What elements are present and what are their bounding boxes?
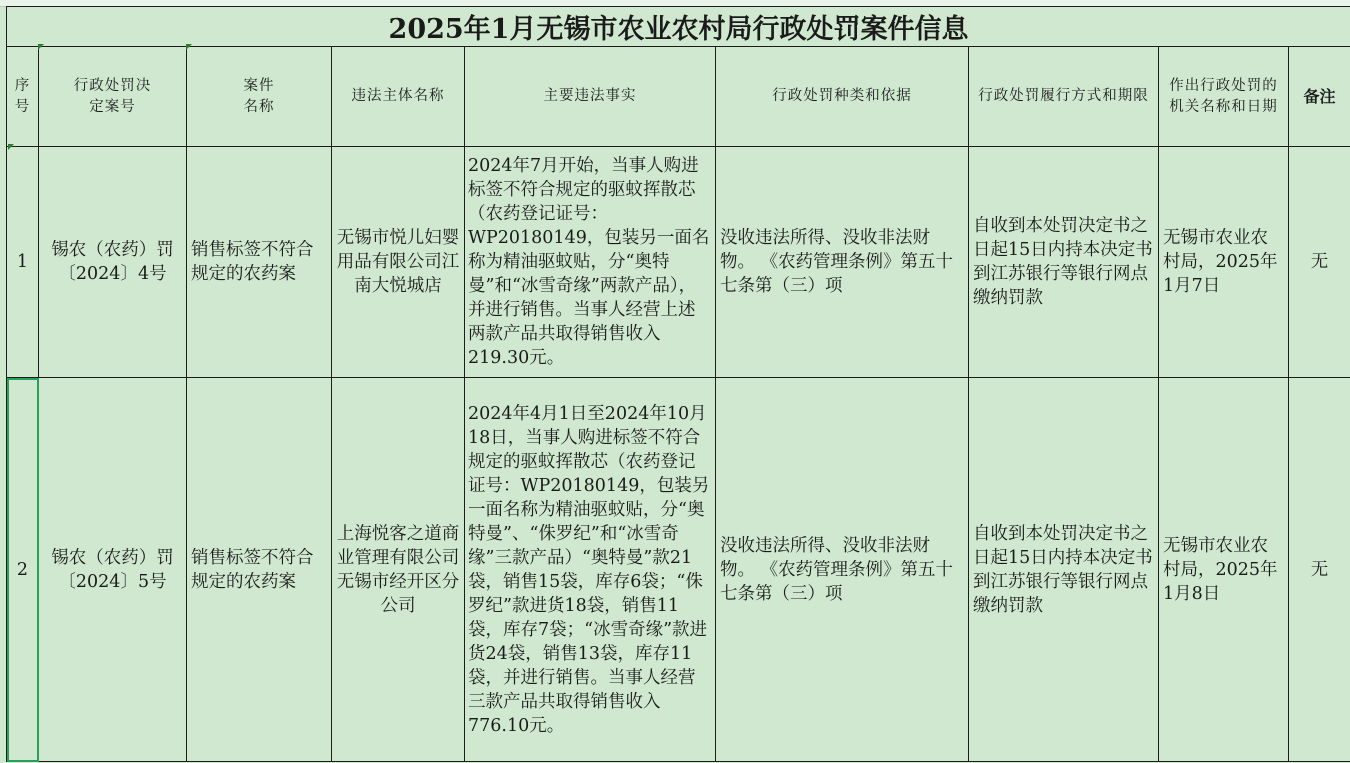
header-performance[interactable]: 行政处罚履行方式和期限 (969, 47, 1159, 147)
header-row (7, 47, 1350, 147)
comment-marker-icon (38, 44, 44, 50)
cell-decision-no[interactable]: 锡农（农药）罚〔2024〕4号 (39, 147, 187, 378)
cell-remark[interactable]: 无 (1289, 378, 1350, 762)
cell-remark[interactable]: 无 (1289, 147, 1350, 378)
header-remark[interactable]: 备注 (1289, 47, 1350, 147)
cell-party[interactable]: 无锡市悦儿妇婴用品有限公司江南大悦城店 (332, 147, 465, 378)
table-row (7, 147, 1350, 378)
header-decision-no[interactable] (39, 47, 187, 147)
header-facts[interactable]: 主要违法事实 (465, 47, 716, 147)
header-party[interactable]: 违法主体名称 (332, 47, 465, 147)
cell-performance[interactable]: 自收到本处罚决定书之日起15日内持本决定书到江苏银行等银行网点缴纳罚款 (969, 147, 1159, 378)
table-title[interactable]: 2025年1月无锡市农业农村局行政处罚案件信息 (7, 7, 1350, 47)
cell-index-selected[interactable]: 2 (7, 378, 39, 762)
cell-performance[interactable]: 自收到本处罚决定书之日起15日内持本决定书到江苏银行等银行网点缴纳罚款 (969, 378, 1159, 762)
cell-authority[interactable]: 无锡市农业农村局，2025年1月7日 (1159, 147, 1289, 378)
header-decision-no-label: 行政处罚决定案号 (73, 77, 152, 115)
cell-index[interactable]: 1 (7, 147, 39, 378)
cell-authority[interactable]: 无锡市农业农村局，2025年1月8日 (1159, 378, 1289, 762)
comment-marker-icon (8, 144, 14, 150)
cell-penalty[interactable]: 没收违法所得、没收非法财物。 《农药管理条例》第五十七条第（三）项 (716, 147, 969, 378)
cell-decision-no[interactable]: 锡农（农药）罚〔2024〕5号 (39, 378, 187, 762)
header-case-name[interactable] (187, 47, 332, 147)
cell-facts[interactable]: 2024年7月开始，当事人购进标签不符合规定的驱蚊挥散芯（农药登记证号：WP20180149，包装另一面名称为精油驱蚊贴，分“奥特曼”和“冰雪奇缘”两款产品），并进行销售。当事人经营上述两款产品共取得销售收入219.30元。 (465, 147, 716, 378)
header-authority[interactable]: 作出行政处罚的机关名称和日期 (1159, 47, 1289, 147)
comment-marker-icon (186, 44, 192, 50)
header-index[interactable]: 序号 (7, 47, 39, 147)
cell-case-name[interactable]: 销售标签不符合规定的农药案 (187, 147, 332, 378)
header-penalty[interactable]: 行政处罚种类和依据 (716, 47, 969, 147)
cell-party[interactable]: 上海悦客之道商业管理有限公司无锡市经开区分公司 (332, 378, 465, 762)
cell-facts[interactable]: 2024年4月1日至2024年10月18日，当事人购进标签不符合规定的驱蚊挥散芯（农药登记证号：WP20180149，包装另一面名称为精油驱蚊贴，分“奥特曼”、“侏罗纪”和“冰雪奇缘”三款产品）“奥特曼”款21袋，销售15袋，库存6袋；“侏罗纪”款进货18袋，销售11袋，库存7袋；“冰雪奇缘”款进货24袋，销售13袋，库存11袋，并进行销售。当事人经营三款产品共取得销售收入776.10元。 (465, 378, 716, 762)
cell-case-name[interactable]: 销售标签不符合规定的农药案 (187, 378, 332, 762)
header-case-name-label: 案件名称 (243, 77, 275, 115)
cell-penalty[interactable]: 没收违法所得、没收非法财物。 《农药管理条例》第五十七条第（三）项 (716, 378, 969, 762)
penalty-info-table (6, 6, 1350, 762)
table-row (7, 378, 1350, 762)
